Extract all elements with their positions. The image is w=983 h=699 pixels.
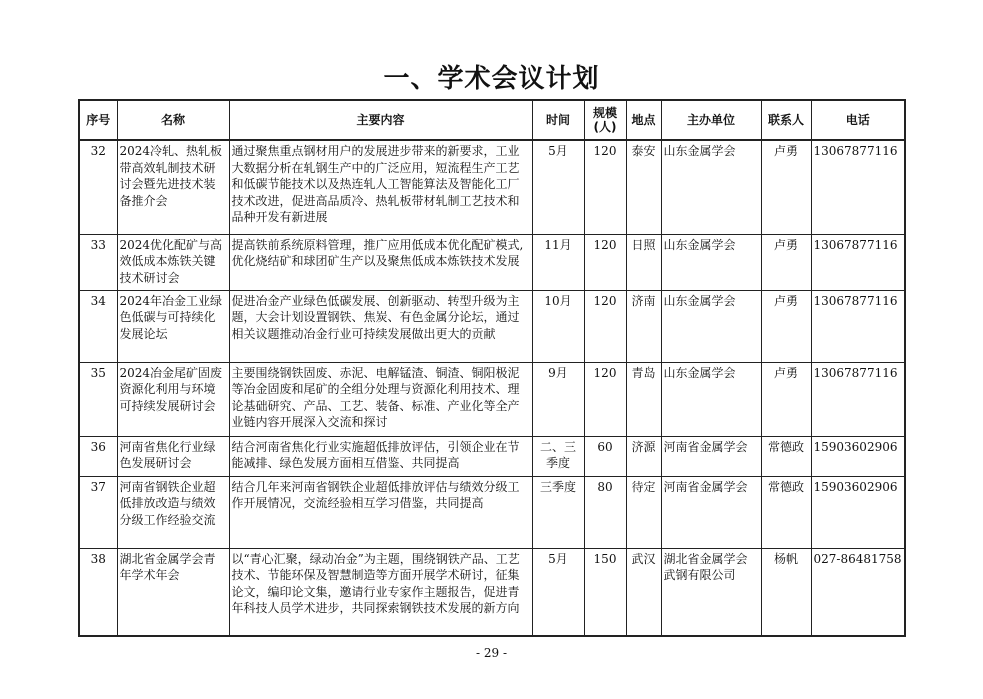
cell-name: 河南省焦化行业绿色发展研讨会 — [117, 436, 229, 476]
cell-organizer: 山东金属学会 — [661, 140, 761, 234]
header-name: 名称 — [117, 100, 229, 140]
table-row — [79, 436, 905, 476]
cell-organizer: 山东金属学会 — [661, 290, 761, 362]
header-scale: 规模(人) — [584, 100, 626, 140]
cell-contact: 卢勇 — [761, 362, 811, 436]
cell-location: 济源 — [626, 436, 661, 476]
cell-time: 二、三季度 — [532, 436, 584, 476]
cell-contact: 常德政 — [761, 476, 811, 548]
cell-seq: 38 — [79, 548, 117, 636]
table-row — [79, 234, 905, 290]
cell-name: 2024优化配矿与高效低成本炼铁关键技术研讨会 — [117, 234, 229, 290]
cell-content: 结合河南省焦化行业实施超低排放评估，引领企业在节能减排、绿色发展方面相互借鉴、共同提高 — [229, 436, 532, 476]
cell-organizer: 山东金属学会 — [661, 234, 761, 290]
cell-scale: 80 — [584, 476, 626, 548]
cell-organizer: 湖北省金属学会武钢有限公司 — [661, 548, 761, 636]
cell-content: 促进冶金产业绿色低碳发展、创新驱动、转型升级为主题，大会计划设置钢铁、焦炭、有色金属分论坛，通过相关议题推动冶金行业可持续发展做出更大的贡献 — [229, 290, 532, 362]
header-phone: 电话 — [811, 100, 905, 140]
cell-organizer: 河南省金属学会 — [661, 436, 761, 476]
cell-phone: 13067877116 — [811, 290, 905, 362]
cell-time: 11月 — [532, 234, 584, 290]
cell-name: 河南省钢铁企业超低排放改造与绩效分级工作经验交流 — [117, 476, 229, 548]
cell-name: 2024冶金尾矿固废资源化利用与环境可持续发展研讨会 — [117, 362, 229, 436]
cell-scale: 120 — [584, 362, 626, 436]
cell-phone: 13067877116 — [811, 140, 905, 234]
cell-time: 5月 — [532, 140, 584, 234]
cell-time: 5月 — [532, 548, 584, 636]
cell-phone: 027-86481758 — [811, 548, 905, 636]
header-content: 主要内容 — [229, 100, 532, 140]
cell-scale: 150 — [584, 548, 626, 636]
cell-organizer: 河南省金属学会 — [661, 476, 761, 548]
conference-plan-table — [78, 99, 906, 637]
cell-name: 湖北省金属学会青年学术年会 — [117, 548, 229, 636]
cell-seq: 36 — [79, 436, 117, 476]
cell-content: 提高铁前系统原料管理，推广应用低成本优化配矿模式,优化烧结矿和球团矿生产以及聚焦低成本炼铁技术发展 — [229, 234, 532, 290]
cell-contact: 卢勇 — [761, 234, 811, 290]
page-title: 一、学术会议计划 — [383, 64, 600, 94]
cell-location: 青岛 — [626, 362, 661, 436]
header-location: 地点 — [626, 100, 661, 140]
cell-organizer: 山东金属学会 — [661, 362, 761, 436]
cell-seq: 37 — [79, 476, 117, 548]
cell-contact: 卢勇 — [761, 290, 811, 362]
header-contact: 联系人 — [761, 100, 811, 140]
cell-seq: 34 — [79, 290, 117, 362]
cell-phone: 15903602906 — [811, 476, 905, 548]
table-row — [79, 290, 905, 362]
cell-scale: 120 — [584, 290, 626, 362]
table-row — [79, 140, 905, 234]
table-row — [79, 476, 905, 548]
cell-phone: 13067877116 — [811, 362, 905, 436]
cell-content: 结合几年来河南省钢铁企业超低排放评估与绩效分级工作开展情况，交流经验相互学习借鉴，共同提高 — [229, 476, 532, 548]
cell-name: 2024冷轧、热轧板带高效轧制技术研讨会暨先进技术装备推介会 — [117, 140, 229, 234]
cell-scale: 120 — [584, 234, 626, 290]
table-row — [79, 362, 905, 436]
cell-time: 三季度 — [532, 476, 584, 548]
cell-content: 通过聚焦重点钢材用户的发展进步带来的新要求，工业大数据分析在轧钢生产中的广泛应用，短流程生产工艺和低碳节能技术以及热连轧人工智能算法及智能化工厂技术改进，促进高品质冷、热轧板带材轧制工艺技术和品种开发有新进展 — [229, 140, 532, 234]
cell-scale: 60 — [584, 436, 626, 476]
cell-seq: 35 — [79, 362, 117, 436]
cell-name: 2024年冶金工业绿色低碳与可持续化发展论坛 — [117, 290, 229, 362]
table-row — [79, 548, 905, 636]
cell-contact: 杨帆 — [761, 548, 811, 636]
cell-location: 泰安 — [626, 140, 661, 234]
cell-content: 主要围绕钢铁固废、赤泥、电解锰渣、铜渣、铜阳极泥等冶金固废和尾矿的全组分处理与资源化利用技术、理论基础研究、产品、工艺、装备、标准、产业化等全产业链内容开展深入交流和探讨 — [229, 362, 532, 436]
cell-contact: 卢勇 — [761, 140, 811, 234]
table-header-row — [79, 100, 905, 140]
cell-phone: 13067877116 — [811, 234, 905, 290]
cell-seq: 33 — [79, 234, 117, 290]
cell-location: 日照 — [626, 234, 661, 290]
header-organizer: 主办单位 — [661, 100, 761, 140]
cell-phone: 15903602906 — [811, 436, 905, 476]
header-seq: 序号 — [79, 100, 117, 140]
cell-content: 以“青心汇聚，绿动冶金”为主题，围绕钢铁产品、工艺技术、节能环保及智慧制造等方面开展学术研讨，征集论文，编印论文集，邀请行业专家作主题报告，促进青年科技人员学术进步，共同探索钢铁技术发展的新方向 — [229, 548, 532, 636]
page-number: - 29 - — [475, 646, 507, 660]
cell-seq: 32 — [79, 140, 117, 234]
cell-time: 10月 — [532, 290, 584, 362]
cell-scale: 120 — [584, 140, 626, 234]
header-time: 时间 — [532, 100, 584, 140]
cell-time: 9月 — [532, 362, 584, 436]
cell-location: 待定 — [626, 476, 661, 548]
cell-location: 济南 — [626, 290, 661, 362]
cell-contact: 常德政 — [761, 436, 811, 476]
cell-location: 武汉 — [626, 548, 661, 636]
